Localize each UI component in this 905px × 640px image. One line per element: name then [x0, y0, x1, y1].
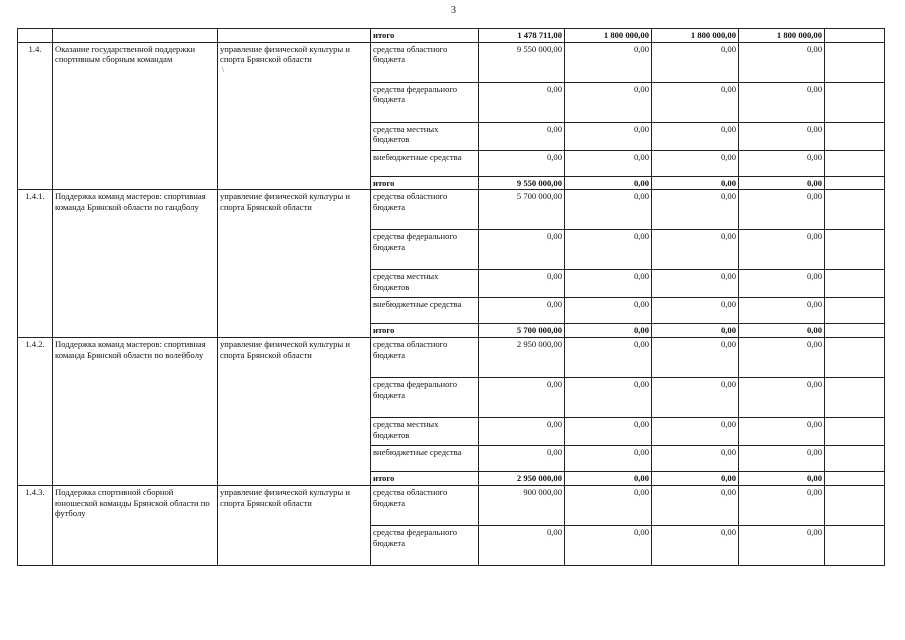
- section-executor: [218, 485, 371, 565]
- empty-cell: [825, 446, 885, 472]
- executor-text: управление физической культуры и спорта Брянской области: [220, 339, 350, 360]
- funding-source: средства областного бюджета: [371, 190, 479, 230]
- funding-source: средства областного бюджета: [371, 42, 479, 82]
- total-value: 1 478 711,00: [479, 29, 565, 43]
- funding-source: средства областного бюджета: [371, 338, 479, 378]
- empty-cell: [825, 82, 885, 122]
- amount-cell: 0,00: [652, 82, 739, 122]
- empty-cell: [825, 29, 885, 43]
- total-value: 0,00: [565, 324, 652, 338]
- funding-source: внебюджетные средства: [371, 298, 479, 324]
- total-label: итого: [371, 29, 479, 43]
- empty-cell: [825, 418, 885, 446]
- total-label: итого: [371, 472, 479, 486]
- empty-cell: [825, 42, 885, 82]
- empty-cell: [825, 525, 885, 565]
- amount-cell: 0,00: [739, 270, 825, 298]
- amount-cell: 2 950 000,00: [479, 338, 565, 378]
- section-code: 1.4.3.: [18, 485, 53, 565]
- total-value: 5 700 000,00: [479, 324, 565, 338]
- amount-cell: 0,00: [479, 525, 565, 565]
- amount-cell: 0,00: [565, 270, 652, 298]
- executor-text: управление физической культуры и спорта Брянской области: [220, 43, 350, 65]
- amount-cell: 0,00: [652, 485, 739, 525]
- empty-cell: [825, 472, 885, 486]
- funding-source: средства федерального бюджета: [371, 378, 479, 418]
- executor-text: управление физической культуры и спорта Брянской области: [220, 191, 350, 213]
- section-code: 1.4.2.: [18, 338, 53, 486]
- amount-cell: 0,00: [565, 122, 652, 150]
- section-name: Поддержка команд мастеров: спортивная команда Брянской области по гандболу: [53, 190, 218, 338]
- funding-row: [18, 42, 885, 82]
- empty-cell: [825, 378, 885, 418]
- amount-cell: 0,00: [565, 82, 652, 122]
- empty-cell: [18, 29, 53, 43]
- amount-cell: 0,00: [479, 446, 565, 472]
- funding-source: средства местных бюджетов: [371, 122, 479, 150]
- funding-source: внебюджетные средства: [371, 150, 479, 176]
- page-number: 3: [451, 5, 456, 16]
- funding-source: средства федерального бюджета: [371, 230, 479, 270]
- amount-cell: 0,00: [739, 82, 825, 122]
- amount-cell: 0,00: [565, 230, 652, 270]
- amount-cell: 0,00: [652, 446, 739, 472]
- handwritten-mark: \: [222, 65, 225, 75]
- section-executor: [218, 42, 371, 190]
- amount-cell: 0,00: [652, 42, 739, 82]
- amount-cell: 0,00: [479, 418, 565, 446]
- amount-cell: 0,00: [479, 230, 565, 270]
- amount-cell: 0,00: [739, 446, 825, 472]
- amount-cell: 0,00: [652, 338, 739, 378]
- amount-cell: 0,00: [479, 270, 565, 298]
- empty-cell: [825, 298, 885, 324]
- amount-cell: 0,00: [479, 378, 565, 418]
- amount-cell: 0,00: [652, 525, 739, 565]
- amount-cell: 0,00: [652, 230, 739, 270]
- total-value: 0,00: [739, 472, 825, 486]
- amount-cell: 0,00: [652, 298, 739, 324]
- amount-cell: 0,00: [479, 122, 565, 150]
- total-value: 0,00: [565, 176, 652, 190]
- amount-cell: 0,00: [739, 42, 825, 82]
- section-code: 1.4.1.: [18, 190, 53, 338]
- funding-source: внебюджетные средства: [371, 446, 479, 472]
- amount-cell: 0,00: [479, 150, 565, 176]
- amount-cell: 0,00: [652, 122, 739, 150]
- amount-cell: 9 550 000,00: [479, 42, 565, 82]
- amount-cell: 0,00: [739, 338, 825, 378]
- amount-cell: 0,00: [565, 485, 652, 525]
- amount-cell: 0,00: [565, 42, 652, 82]
- empty-cell: [825, 190, 885, 230]
- amount-cell: 0,00: [565, 190, 652, 230]
- total-value: 0,00: [652, 324, 739, 338]
- funding-row: [18, 190, 885, 230]
- total-label: итого: [371, 324, 479, 338]
- section-name: Поддержка команд мастеров: спортивная команда Брянской области по волейболу: [53, 338, 218, 486]
- amount-cell: 0,00: [739, 418, 825, 446]
- amount-cell: 0,00: [652, 150, 739, 176]
- executor-text: управление физической культуры и спорта Брянской области: [220, 486, 350, 508]
- total-value: 0,00: [565, 472, 652, 486]
- empty-cell: [825, 270, 885, 298]
- total-value: 0,00: [652, 472, 739, 486]
- funding-row: [18, 338, 885, 378]
- funding-source: средства федерального бюджета: [371, 82, 479, 122]
- amount-cell: 0,00: [479, 298, 565, 324]
- funding-source: средства местных бюджетов: [371, 270, 479, 298]
- amount-cell: 0,00: [565, 525, 652, 565]
- empty-cell: [825, 338, 885, 378]
- section-executor: [218, 190, 371, 338]
- empty-cell: [218, 29, 371, 43]
- amount-cell: 0,00: [565, 338, 652, 378]
- amount-cell: 0,00: [652, 418, 739, 446]
- amount-cell: 0,00: [565, 446, 652, 472]
- total-label: итого: [371, 176, 479, 190]
- empty-cell: [825, 485, 885, 525]
- amount-cell: 0,00: [739, 378, 825, 418]
- empty-cell: [825, 150, 885, 176]
- section-code: 1.4.: [18, 42, 53, 190]
- budget-table: [17, 28, 885, 566]
- top-total-row: [18, 29, 885, 43]
- empty-cell: [825, 230, 885, 270]
- amount-cell: 0,00: [739, 485, 825, 525]
- empty-cell: [825, 122, 885, 150]
- amount-cell: 900 000,00: [479, 485, 565, 525]
- amount-cell: 0,00: [739, 190, 825, 230]
- total-value: 0,00: [739, 324, 825, 338]
- funding-row: [18, 485, 885, 525]
- amount-cell: 0,00: [739, 150, 825, 176]
- amount-cell: 0,00: [565, 418, 652, 446]
- amount-cell: 0,00: [739, 525, 825, 565]
- total-value: 9 550 000,00: [479, 176, 565, 190]
- amount-cell: 0,00: [565, 298, 652, 324]
- total-value: 2 950 000,00: [479, 472, 565, 486]
- funding-source: средства местных бюджетов: [371, 418, 479, 446]
- section-name: Поддержка спортивной сборной юношеской команды Брянской области по футболу: [53, 485, 218, 565]
- amount-cell: 0,00: [479, 82, 565, 122]
- section-name: Оказание государственной поддержки спортивным сборным командам: [53, 42, 218, 190]
- total-value: 1 800 000,00: [565, 29, 652, 43]
- amount-cell: 0,00: [739, 230, 825, 270]
- section-executor: [218, 338, 371, 486]
- total-value: 0,00: [652, 176, 739, 190]
- amount-cell: 0,00: [739, 122, 825, 150]
- amount-cell: 0,00: [652, 190, 739, 230]
- amount-cell: 0,00: [565, 378, 652, 418]
- total-value: 0,00: [739, 176, 825, 190]
- amount-cell: 5 700 000,00: [479, 190, 565, 230]
- empty-cell: [825, 324, 885, 338]
- total-value: 1 800 000,00: [739, 29, 825, 43]
- table-body: [18, 29, 885, 566]
- total-value: 1 800 000,00: [652, 29, 739, 43]
- funding-source: средства областного бюджета: [371, 485, 479, 525]
- amount-cell: 0,00: [565, 150, 652, 176]
- funding-source: средства федерального бюджета: [371, 525, 479, 565]
- amount-cell: 0,00: [739, 298, 825, 324]
- empty-cell: [53, 29, 218, 43]
- amount-cell: 0,00: [652, 378, 739, 418]
- amount-cell: 0,00: [652, 270, 739, 298]
- empty-cell: [825, 176, 885, 190]
